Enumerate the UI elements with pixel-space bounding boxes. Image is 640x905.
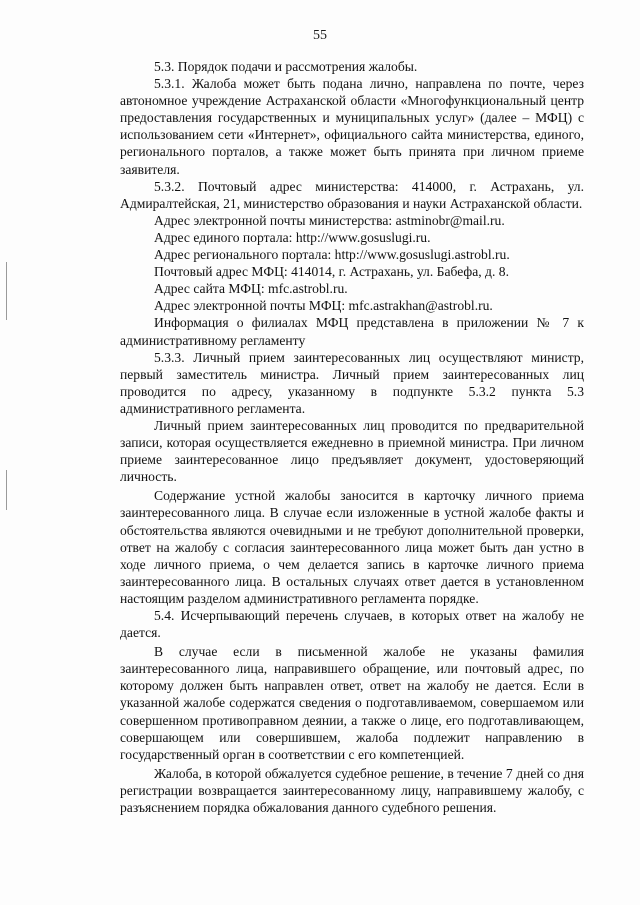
mfc-website-line: Адрес сайта МФЦ: mfc.astrobl.ru. [154,281,348,297]
paragraph-5-3-2: 5.3.2. Почтовый адрес министерства: 414000, г. Астрахань, ул. Адмиралтейская, 21, министерство образования и науки Астраханской области. [120,178,584,211]
document-body [120,58,584,816]
unified-portal-line: Адрес единого портала: http://www.gosuslugi.ru. [154,229,431,245]
scan-edge-mark [6,470,7,510]
paragraph-5-3-1: 5.3.1. Жалоба может быть подана лично, направлена по почте, через автономное учреждение Астраханской области «Многофункциональный центр предоставления государственных и муниципальных услуг» (далее – МФЦ) с использованием сети «Интернет», официального сайта министерства, единого, регионального порталов, а также может быть принята при личном приеме заявителя. [120,76,584,177]
mfc-postal-address-line: Почтовый адрес МФЦ: 414014, г. Астрахань, ул. Бабефа, д. 8. [154,264,509,280]
regional-portal-line: Адрес регионального портала: http://www.gosuslugi.astrobl.ru. [154,247,510,263]
mfc-branches-paragraph: Информация о филиалах МФЦ представлена в приложении № 7 к административному регламенту [120,315,584,348]
section-heading-5-3: 5.3. Порядок подачи и рассмотрения жалобы. [154,59,418,74]
personal-reception-paragraph: Личный прием заинтересованных лиц проводится по предварительной записи, которая осуществляется ежедневно в приемной министра. При личном приеме заинтересованное лицо предъявляет документ, удостоверяющий личность. [120,417,584,485]
paragraph-5-3-3: 5.3.3. Личный прием заинтересованных лиц осуществляют министр, первый заместитель министра. Личный прием заинтересованных лиц проводится по адресу, указанному в подпункте 5.3.2 пункта 5.3 административного регламента. [120,349,584,416]
section-heading-5-4: 5.4. Исчерпывающий перечень случаев, в которых ответ на жалобу не дается. [120,608,584,641]
ministry-email-line: Адрес электронной почты министерства: astminobr@mail.ru. [154,212,505,228]
mfc-email-line: Адрес электронной почты МФЦ: mfc.astrakhan@astrobl.ru. [154,298,493,314]
page-number: 55 [313,28,327,43]
scan-edge-mark [6,262,7,320]
no-answer-cases-paragraph: В случае если в письменной жалобе не указаны фамилия заинтересованного лица, направившего обращение, или почтовый адрес, по которому должен быть направлен ответ, ответ на жалобу не дается. Если в указанной жалобе содержатся сведения о подготавливаемом, совершаемом или совершенном противоправном деянии, а также о лице, его подготавливающем, совершающем или совершившем, жалоба подлежит направлению в государственный орган в соответствии с его компетенцией. [120,644,584,762]
oral-complaint-paragraph: Содержание устной жалобы заносится в карточку личного приема заинтересованного лица. В случае если изложенные в устной жалобе факты и обстоятельства являются очевидными и не требуют дополнительной проверки, ответ на жалобу с согласия заинтересованного лица может быть дан устно в ходе личного приема, о чем делается запись в карточке личного приема заинтересованного лица. В остальных случаях ответ дается в установленном настоящим разделом административного регламента порядке. [120,488,584,606]
court-decision-paragraph: Жалоба, в которой обжалуется судебное решение, в течение 7 дней со дня регистрации возвращается заинтересованному лицу, направившему жалобу, с разъяснением порядка обжалования данного судебного решения. [120,765,584,816]
